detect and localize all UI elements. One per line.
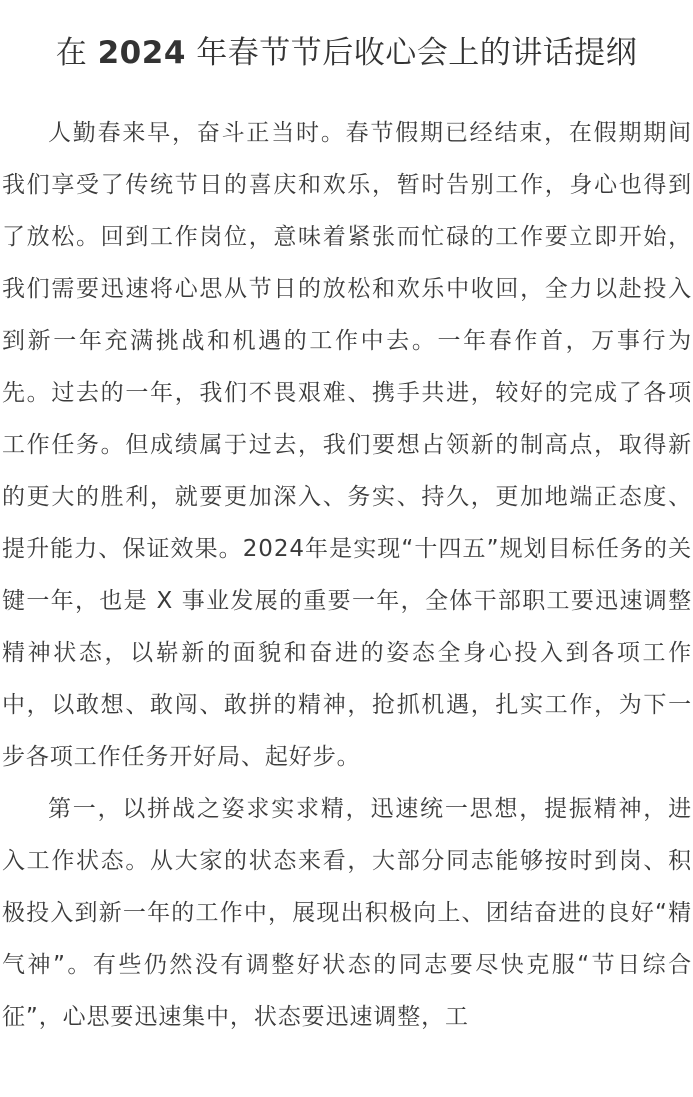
document-body (2, 107, 692, 1043)
paragraph-point-one: 第一，以拼战之姿求实求精，迅速统一思想，提振精神，进入工作状态。从大家的状态来看，大部分同志能够按时到岗、积极投入到新一年的工作中，展现出积极向上、团结奋进的良好“精气神”。有些仍然没有调整好状态的同志要尽快克服“节日综合征”，心思要迅速集中，状态要迅速调整，工 (2, 796, 692, 1030)
title-suffix: 年春节节后收心会上的讲话提纲 (185, 35, 638, 71)
title-year: 2024 (97, 35, 186, 71)
paragraph-intro: 人勤春来早，奋斗正当时。春节假期已经结束，在假期期间我们享受了传统节日的喜庆和欢乐，暂时告别工作，身心也得到了放松。回到工作岗位，意味着紧张而忙碌的工作要立即开始，我们需要迅速将心思从节日的放松和欢乐中收回，全力以赴投入到新一年充满挑战和机遇的工作中去。一年春作首，万事行为先。过去的一年，我们不畏艰难、携手共进，较好的完成了各项工作任务。但成绩属于过去，我们要想占领新的制高点，取得新的更大的胜利，就要更加深入、务实、持久，更加地端正态度、提升能力、保证效果。2024年是实现“十四五”规划目标任务的关键一年，也是 X 事业发展的重要一年，全体干部职工要迅速调整精神状态，以崭新的面貌和奋进的姿态全身心投入到各项工作中，以敢想、敢闯、敢拼的精神，抢抓机遇，扎实工作，为下一步各项工作任务开好局、起好步。 (2, 120, 692, 770)
title-prefix: 在 (55, 35, 98, 71)
document-title (0, 0, 693, 76)
